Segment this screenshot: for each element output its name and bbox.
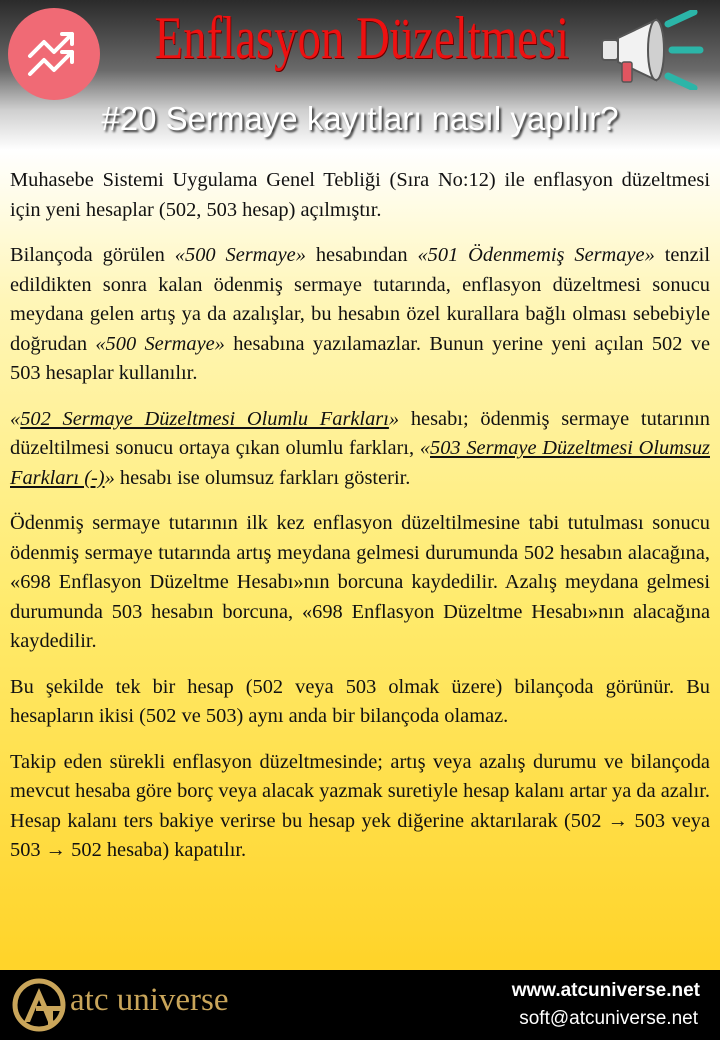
account-500-ref: «500 Sermaye»	[95, 332, 225, 355]
email-link[interactable]: soft@atcuniverse.net	[519, 1008, 698, 1029]
trending-up-icon	[26, 30, 82, 78]
account-501-ref: «501 Ödenmemiş Sermaye»	[417, 244, 655, 266]
paragraph-3: «502 Sermaye Düzeltmesi Olumlu Farkları» hesabı; ödenmiş sermaye tutarının düzeltilmesi sonucu ortaya çıkan olumlu farkları, «503 Sermaye Düzeltmesi Olumsuz Farkları (-)» hesabı ise olumsuz farkları gösterir.	[10, 407, 711, 489]
page-subtitle: #20 Sermaye kayıtları nasıl yapılır?	[101, 100, 619, 137]
megaphone-icon	[596, 10, 706, 90]
footer	[0, 970, 720, 1040]
paragraph-2: Bilançoda görülen «500 Sermaye» hesabından «501 Ödenmemiş Sermaye» tenzil edildikten sonra kalan ödenmiş sermaye tutarında, enflasyon düzeltmesi sonucu meydana gelen artış ya da azalışlar, bu hesabın özel kurallara bağlı olması sebebiyle doğrudan «500 Sermaye» hesabına yazılamazlar. Bunun yerine yeni açılan 502 ve 503 hesaplar kullanılır.	[10, 244, 710, 384]
paragraph-4: Ödenmiş sermaye tutarının ilk kez enflasyon düzeltilmesine tabi tutulması sonucu ödenmiş sermaye tutarında artış meydana gelmesi durumunda 502 hesabın alacağına, «698 Enflasyon Düzeltme Hesabı»nın borcuna kaydedilir. Azalış meydana gelmesi durumunda 503 hesabın borcuna, «698 Enflasyon Düzeltme Hesabı»nın alacağına kaydedilir.	[10, 512, 710, 652]
article-body	[10, 166, 710, 882]
page-title: Enflasyon Düzeltmesi	[154, 5, 570, 71]
website-link[interactable]: www.atcuniverse.net	[511, 980, 700, 1001]
account-503-ref: 503 Sermaye Düzeltmesi Olumsuz Farkları (-)	[10, 437, 710, 489]
account-500-ref: «500 Sermaye»	[174, 244, 306, 266]
atc-logo-icon	[10, 976, 68, 1034]
trending-badge	[8, 8, 100, 100]
paragraph-6: Takip eden sürekli enflasyon düzeltmesinde; artış veya azalış durumu ve bilançoda mevcut hesaba göre borç veya alacak yazmak suretiyle hesap kalanı artar ya da azalır. Hesap kalanı ters bakiye verirse bu hesap yek diğerine aktarılarak (502 → 503 veya 503 → 502 hesaba) kapatılır.	[10, 750, 710, 861]
header	[0, 0, 720, 150]
paragraph-1: Muhasebe Sistemi Uygulama Genel Tebliği (Sıra No:12) ile enflasyon düzeltmesi için yeni hesaplar (502, 503 hesap) açılmıştır.	[10, 169, 710, 221]
account-502-ref: 502 Sermaye Düzeltmesi Olumlu Farkları	[20, 407, 389, 430]
paragraph-5: Bu şekilde tek bir hesap (502 veya 503 olmak üzere) bilançoda görünür. Bu hesapların ikisi (502 ve 503) aynı anda bir bilançoda olamaz.	[10, 675, 710, 727]
brand-name: atc universe	[70, 982, 229, 1018]
